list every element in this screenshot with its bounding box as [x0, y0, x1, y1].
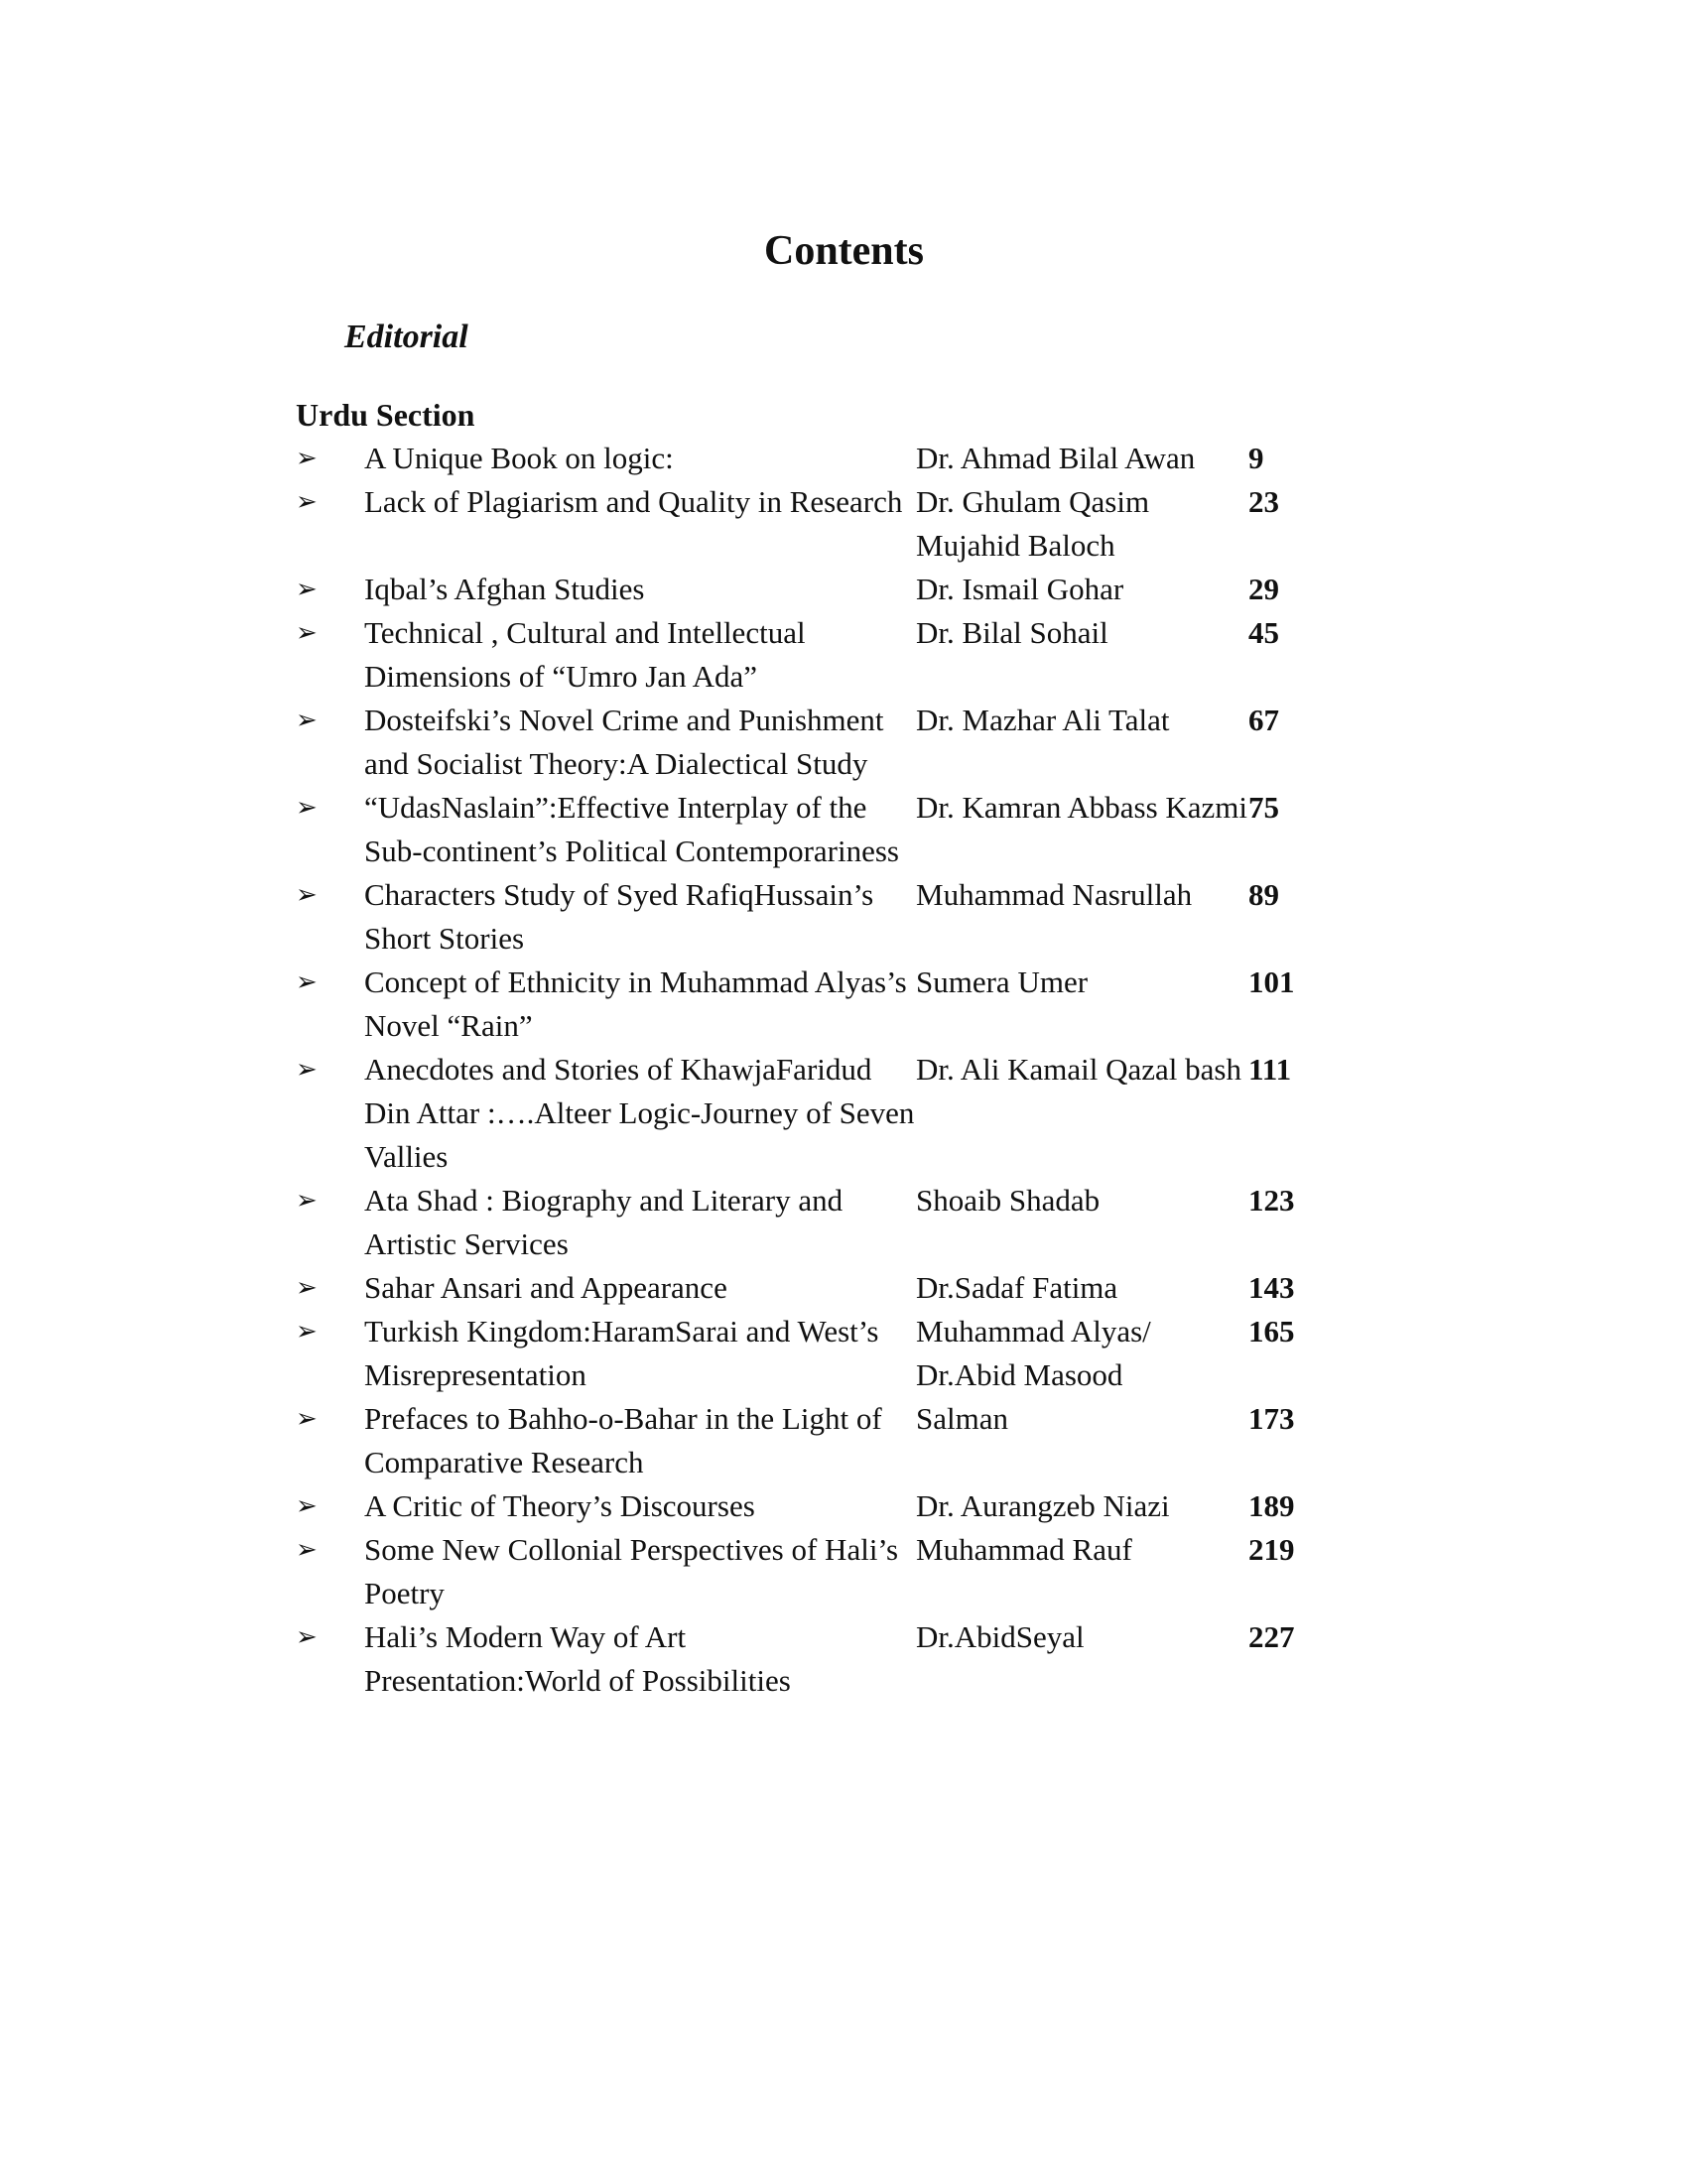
page-title: Contents [763, 228, 924, 274]
article-title: Characters Study of Syed RafiqHussain’s Short Stories [364, 877, 874, 956]
article-author: Dr.Sadaf Fatima [916, 1270, 1118, 1305]
article-title: Lack of Plagiarism and Quality in Research [364, 484, 903, 519]
article-author: Dr. Ghulam Qasim Mujahid Baloch [916, 484, 1150, 563]
article-author: Salman [916, 1401, 1008, 1436]
table-of-contents [296, 437, 1387, 1703]
article-title: Some New Collonial Perspectives of Hali’s Poetry [364, 1532, 899, 1610]
article-author: Dr. Kamran Abbass Kazmi [916, 790, 1248, 825]
article-title: Ata Shad : Biography and Literary and Artistic Services [364, 1183, 844, 1261]
article-title: Prefaces to Bahho-o-Bahar in the Light of Comparative Research [364, 1401, 882, 1479]
arrowhead-bullet-icon: ➢ [296, 1055, 318, 1085]
page-number: 9 [1248, 441, 1264, 475]
article-author: Dr. Ahmad Bilal Awan [916, 441, 1196, 475]
toc-entry [296, 699, 1387, 786]
arrowhead-bullet-icon: ➢ [296, 1535, 318, 1565]
arrowhead-bullet-icon: ➢ [296, 880, 318, 910]
arrowhead-bullet-icon: ➢ [296, 1491, 318, 1521]
article-author: Muhammad Nasrullah [916, 877, 1193, 912]
arrowhead-bullet-icon: ➢ [296, 1186, 318, 1216]
article-author: Dr. Mazhar Ali Talat [916, 703, 1170, 737]
article-author: Dr. Aurangzeb Niazi [916, 1488, 1170, 1523]
page-number: 67 [1248, 703, 1279, 737]
article-title: Anecdotes and Stories of KhawjaFaridud Din Attar :….Alteer Logic-Journey of Seven Vallies [364, 1052, 915, 1174]
toc-entry [296, 1310, 1387, 1397]
toc-entry [296, 1528, 1387, 1615]
arrowhead-bullet-icon: ➢ [296, 793, 318, 823]
arrowhead-bullet-icon: ➢ [296, 1273, 318, 1303]
article-author: Muhammad Alyas/ Dr.Abid Masood [916, 1314, 1151, 1392]
article-title: Dosteifski’s Novel Crime and Punishment and Socialist Theory:A Dialectical Study [364, 703, 884, 781]
arrowhead-bullet-icon: ➢ [296, 1622, 318, 1652]
article-title: A Unique Book on logic: [364, 441, 674, 475]
toc-entry [296, 480, 1387, 568]
page-number: 165 [1248, 1314, 1295, 1349]
arrowhead-bullet-icon: ➢ [296, 487, 318, 517]
page-number: 173 [1248, 1401, 1295, 1436]
arrowhead-bullet-icon: ➢ [296, 706, 318, 735]
article-author: Dr. Ismail Gohar [916, 572, 1124, 606]
page-number: 143 [1248, 1270, 1295, 1305]
page-number: 123 [1248, 1183, 1295, 1218]
article-title: “UdasNaslain”:Effective Interplay of the Sub-continent’s Political Contemporariness [364, 790, 899, 868]
arrowhead-bullet-icon: ➢ [296, 1317, 318, 1347]
page-number: 89 [1248, 877, 1279, 912]
page-number: 111 [1248, 1052, 1292, 1087]
article-title: Turkish Kingdom:HaramSarai and West’s Misrepresentation [364, 1314, 879, 1392]
page-number: 45 [1248, 615, 1279, 650]
page-number: 219 [1248, 1532, 1295, 1567]
toc-entry [296, 437, 1387, 480]
article-author: Dr. Ali Kamail Qazal bash [916, 1052, 1241, 1087]
article-author: Dr. Bilal Sohail [916, 615, 1108, 650]
toc-entry [296, 1615, 1387, 1703]
article-title: A Critic of Theory’s Discourses [364, 1488, 755, 1523]
page-number: 101 [1248, 964, 1295, 999]
toc-entry [296, 1484, 1387, 1528]
toc-entry [296, 786, 1387, 873]
article-author: Dr.AbidSeyal [916, 1619, 1085, 1654]
article-author: Muhammad Rauf [916, 1532, 1132, 1567]
toc-entry [296, 611, 1387, 699]
page-number: 23 [1248, 484, 1279, 519]
article-title: Iqbal’s Afghan Studies [364, 572, 645, 606]
toc-entry [296, 1397, 1387, 1484]
article-title: Sahar Ansari and Appearance [364, 1270, 727, 1305]
section-heading-urdu: Urdu Section [296, 397, 475, 433]
page-number: 29 [1248, 572, 1279, 606]
toc-entry [296, 873, 1387, 961]
arrowhead-bullet-icon: ➢ [296, 1404, 318, 1434]
article-title: Hali’s Modern Way of Art Presentation:World of Possibilities [364, 1619, 791, 1698]
arrowhead-bullet-icon: ➢ [296, 618, 318, 648]
arrowhead-bullet-icon: ➢ [296, 575, 318, 604]
arrowhead-bullet-icon: ➢ [296, 967, 318, 997]
toc-entry [296, 1179, 1387, 1266]
toc-entry [296, 568, 1387, 611]
page-number: 189 [1248, 1488, 1295, 1523]
article-author: Shoaib Shadab [916, 1183, 1101, 1218]
editorial-heading: Editorial [344, 319, 468, 355]
article-author: Sumera Umer [916, 964, 1089, 999]
article-title: Concept of Ethnicity in Muhammad Alyas’s Novel “Rain” [364, 964, 907, 1043]
page-number: 75 [1248, 790, 1279, 825]
page-number: 227 [1248, 1619, 1295, 1654]
toc-entry [296, 961, 1387, 1048]
arrowhead-bullet-icon: ➢ [296, 444, 318, 473]
article-title: Technical , Cultural and Intellectual Dimensions of “Umro Jan Ada” [364, 615, 806, 694]
toc-entry [296, 1048, 1387, 1179]
toc-entry [296, 1266, 1387, 1310]
